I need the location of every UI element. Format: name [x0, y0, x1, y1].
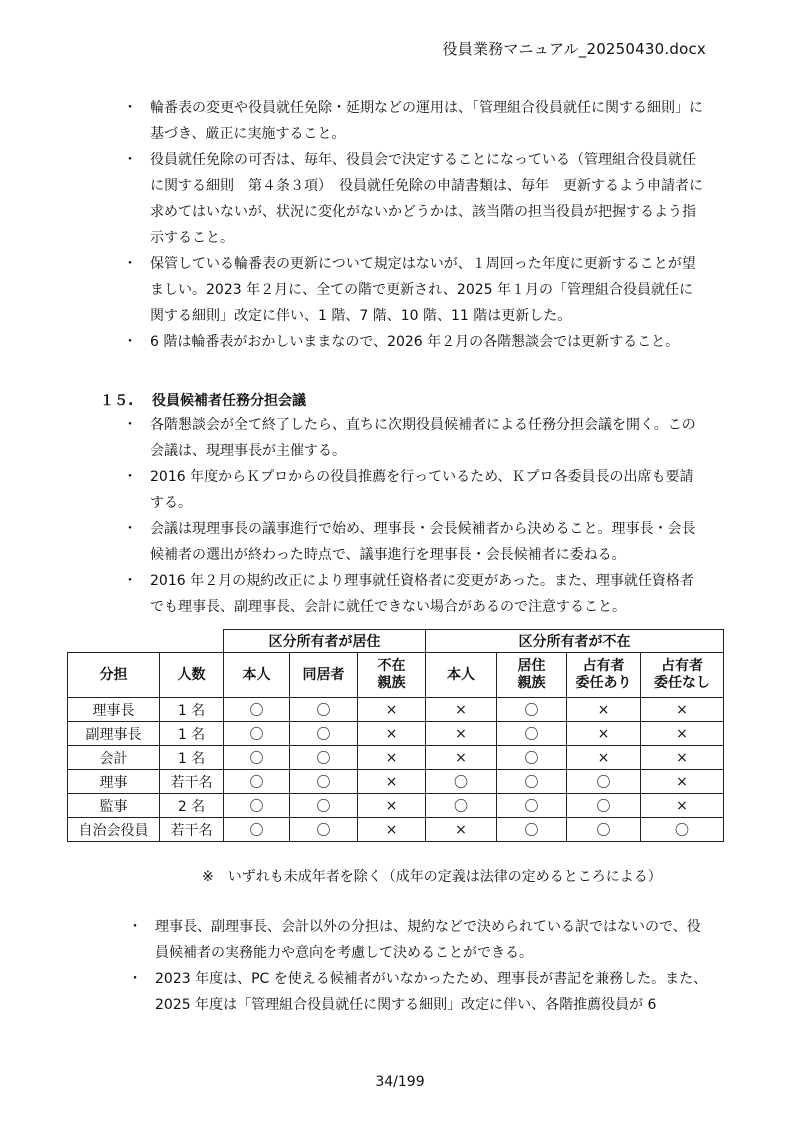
bullet-text: 各階懇談会が全て終了したら、直ちに次期役員候補者による任務分担会議を開く。この会議は、現理事長が主催する。	[150, 417, 696, 459]
count-cell: 1 名	[160, 722, 224, 746]
assignment-table	[67, 629, 724, 842]
eligibility-cell: 〇	[224, 794, 290, 818]
eligibility-cell: ×	[641, 698, 724, 722]
section-number: １５.	[100, 393, 134, 409]
table-row	[68, 794, 724, 818]
eligibility-cell: 〇	[224, 722, 290, 746]
table-row	[68, 818, 724, 842]
eligibility-cell: 〇	[567, 818, 641, 842]
eligibility-cell: 〇	[290, 818, 358, 842]
eligibility-cell: ×	[567, 746, 641, 770]
column-header: 同居者	[290, 653, 358, 698]
list-item	[123, 516, 703, 568]
eligibility-cell: 〇	[497, 722, 567, 746]
bullet-text: 2016 年度からＫプロからの役員推薦を行っているため、Ｋプロ各委員長の出席も要請する。	[150, 469, 694, 511]
section-heading	[100, 390, 306, 410]
bullet-text: 6 階は輪番表がおかしいままなので、2026 年２月の各階懇談会では更新すること。	[150, 334, 680, 350]
table-row	[68, 722, 724, 746]
eligibility-cell: 〇	[290, 698, 358, 722]
eligibility-cell: ×	[358, 818, 426, 842]
bullet-text: 会議は現理事長の議事進行で始め、理事長・会長候補者から決めること。理事長・会長候補者の選出が終わった時点で、議事進行を理事長・会長候補者に委ねる。	[150, 521, 696, 563]
bullet-list-bottom	[128, 914, 708, 1018]
table-row	[68, 746, 724, 770]
count-cell: 1 名	[160, 698, 224, 722]
role-cell: 理事	[68, 770, 160, 794]
group-header-resident: 区分所有者が居住	[224, 630, 426, 653]
bullet-marker: ・	[123, 417, 137, 433]
eligibility-cell: ×	[641, 770, 724, 794]
eligibility-cell: 〇	[497, 794, 567, 818]
eligibility-cell: ×	[358, 770, 426, 794]
eligibility-cell: ×	[358, 698, 426, 722]
bullet-text: 役員就任免除の可否は、毎年、役員会で決定することになっている（管理組合役員就任に関する細則 第４条３項） 役員就任免除の申請書類は、毎年 更新するよう申請者に求めてはいないが、状況に変化がないかどうかは、該当階の担当役員が把握するよう指示すること。	[150, 152, 703, 246]
bullet-marker: ・	[128, 919, 142, 935]
eligibility-cell: 〇	[641, 818, 724, 842]
eligibility-cell: ×	[426, 746, 497, 770]
list-item	[123, 147, 703, 251]
bullet-marker: ・	[123, 256, 137, 272]
eligibility-cell: 〇	[290, 722, 358, 746]
column-header: 本人	[224, 653, 290, 698]
group-header-absent: 区分所有者が不在	[426, 630, 724, 653]
list-item	[128, 914, 708, 966]
table-row	[68, 698, 724, 722]
eligibility-cell: ×	[358, 746, 426, 770]
eligibility-cell: 〇	[224, 698, 290, 722]
document-filename: 役員業務マニュアル_20250430.docx	[442, 40, 706, 58]
eligibility-cell: 〇	[426, 770, 497, 794]
bullet-text: 保管している輪番表の更新について規定はないが、１周回った年度に更新することが望ましい。2023 年２月に、全ての階で更新され、2025 年１月の「管理組合役員就任に関する細則」改定に伴い、1 階、7 階、10 階、11 階は更新した。	[150, 256, 696, 324]
eligibility-cell: 〇	[290, 746, 358, 770]
bullet-list-section	[123, 412, 703, 620]
count-cell: 1 名	[160, 746, 224, 770]
role-cell: 監事	[68, 794, 160, 818]
list-item	[123, 95, 703, 147]
bullet-marker: ・	[123, 152, 137, 168]
column-header: 占有者 委任なし	[641, 653, 724, 698]
eligibility-cell: ×	[426, 698, 497, 722]
eligibility-cell: 〇	[497, 818, 567, 842]
table-row	[68, 770, 724, 794]
bullet-text: 2023 年度は、PC を使える候補者がいなかったため、理事長が書記を兼務した。また、2025 年度は「管理組合役員就任に関する細則」改定に伴い、各階推薦役員が 6	[155, 971, 708, 1013]
list-item	[123, 568, 703, 620]
count-cell: 2 名	[160, 794, 224, 818]
role-cell: 副理事長	[68, 722, 160, 746]
bullet-text: 2016 年２月の規約改正により理事就任資格者に変更があった。また、理事就任資格者でも理事長、副理事長、会計に就任できない場合があるので注意すること。	[150, 573, 694, 615]
eligibility-cell: 〇	[567, 770, 641, 794]
list-item	[123, 251, 703, 329]
list-item	[128, 966, 708, 1018]
eligibility-cell: ×	[567, 722, 641, 746]
table-note: ※ いずれも未成年者を除く（成年の定義は法律の定めるところによる）	[202, 869, 662, 885]
eligibility-cell: ×	[641, 746, 724, 770]
column-header: 不在 親族	[358, 653, 426, 698]
section-title: 役員候補者任務分担会議	[152, 393, 306, 409]
eligibility-cell: ×	[567, 698, 641, 722]
bullet-marker: ・	[123, 334, 137, 350]
eligibility-cell: 〇	[224, 818, 290, 842]
column-header: 占有者 委任あり	[567, 653, 641, 698]
eligibility-cell: 〇	[224, 746, 290, 770]
eligibility-cell: 〇	[426, 794, 497, 818]
bullet-marker: ・	[123, 573, 137, 589]
bullet-text: 輪番表の変更や役員就任免除・延期などの運用は、「管理組合役員就任に関する細則」に基づき、厳正に実施すること。	[150, 100, 703, 142]
eligibility-cell: ×	[358, 794, 426, 818]
list-item	[123, 412, 703, 464]
eligibility-cell: 〇	[497, 746, 567, 770]
column-header: 分担	[68, 653, 160, 698]
eligibility-cell: ×	[426, 722, 497, 746]
eligibility-cell: ×	[641, 794, 724, 818]
column-header: 居住 親族	[497, 653, 567, 698]
bullet-marker: ・	[123, 469, 137, 485]
table-body	[68, 698, 724, 842]
eligibility-cell: 〇	[497, 698, 567, 722]
list-item	[123, 329, 703, 355]
list-item	[123, 464, 703, 516]
eligibility-cell: 〇	[290, 770, 358, 794]
column-header: 本人	[426, 653, 497, 698]
bullet-marker: ・	[123, 100, 137, 116]
eligibility-cell: 〇	[497, 770, 567, 794]
bullet-marker: ・	[123, 521, 137, 537]
bullet-marker: ・	[128, 971, 142, 987]
count-cell: 若干名	[160, 770, 224, 794]
column-header: 人数	[160, 653, 224, 698]
role-cell: 理事長	[68, 698, 160, 722]
blank-cell	[68, 630, 224, 653]
eligibility-cell: ×	[426, 818, 497, 842]
eligibility-cell: 〇	[224, 770, 290, 794]
role-cell: 会計	[68, 746, 160, 770]
eligibility-cell: ×	[358, 722, 426, 746]
eligibility-cell: 〇	[290, 794, 358, 818]
count-cell: 若干名	[160, 818, 224, 842]
role-cell: 自治会役員	[68, 818, 160, 842]
bullet-text: 理事長、副理事長、会計以外の分担は、規約などで決められている訳ではないので、役員候補者の実務能力や意向を考慮して決めることができる。	[155, 919, 701, 961]
eligibility-cell: 〇	[567, 794, 641, 818]
eligibility-cell: ×	[641, 722, 724, 746]
column-header-row	[68, 653, 724, 698]
bullet-list-top	[123, 95, 703, 355]
page-number: 34/199	[375, 1074, 425, 1090]
